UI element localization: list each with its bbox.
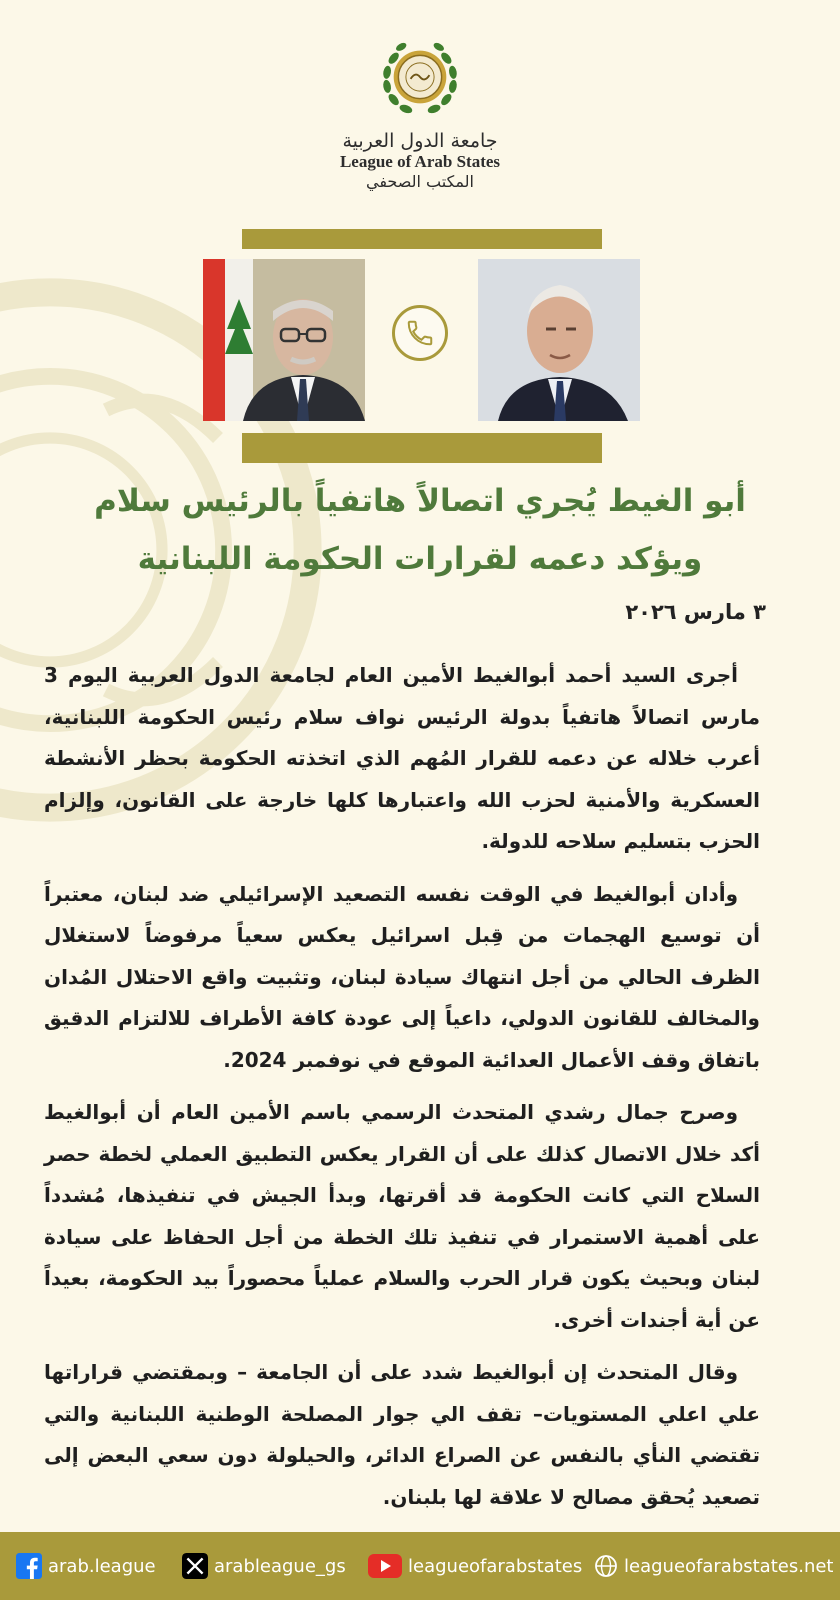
- facebook-link[interactable]: [16, 1552, 156, 1580]
- header-logo-block: [0, 30, 840, 191]
- youtube-icon: [368, 1554, 402, 1578]
- x-icon: [182, 1553, 208, 1579]
- paragraph-1: أجرى السيد أحمد أبوالغيط الأمين العام لجامعة الدول العربية اليوم 3 مارس اتصالاً هاتفياً بدولة الرئيس نواف سلام رئيس الحكومة اللبنانية، أعرب خلاله عن دعمه للقرار المُهم الذي اتخذته الحكومة بحظر الأنشطة العسكرية والأمنية لحزب الله واعتبارها كلها خارجة على القانون، وإلزام الحزب بتسليم سلاحه للدولة.: [44, 663, 760, 853]
- headline-line-2: ويؤكد دعمه لقرارات الحكومة اللبنانية: [137, 541, 703, 577]
- phone-call-icon: [392, 305, 448, 361]
- facebook-handle: arab.league: [48, 1555, 156, 1577]
- globe-icon: [594, 1554, 618, 1578]
- paragraph-4: وقال المتحدث إن أبوالغيط شدد على أن الجامعة – وبمقتضي قراراتها علي اعلي المستويات– تقف الي جوار المصلحة الوطنية اللبنانية والتي تقتضي النأي بالنفس عن الصراع الدائر، والحيلولة دون سعي البعض إلى تصعيد يُحقق مصالح لا علاقة لها بلبنان.: [44, 1360, 760, 1509]
- website-url: leagueofarabstates.net: [624, 1555, 834, 1577]
- photo-nawaf-salam: [203, 259, 365, 421]
- top-gold-bar: [242, 229, 602, 249]
- article-body: [44, 655, 760, 1529]
- paragraph-2: وأدان أبوالغيط في الوقت نفسه التصعيد الإسرائيلي ضد لبنان، معتبراً أن توسيع الهجمات من قِبل اسرائيل يعكس سعياً مرفوضاً لاستغلال الظرف الحالي من أجل انتهاك سيادة لبنان، وتثبيت واقع الاحتلال المُدان والمخالف للقانون الدولي، داعياً إلى عودة كافة الأطراف للالتزام الدقيق باتفاق وقف الأعمال العدائية الموقع في نوفمبر 2024.: [44, 881, 760, 1072]
- paragraph-3: وصرح جمال رشدي المتحدث الرسمي باسم الأمين العام أن أبوالغيط أكد خلال الاتصال كذلك على أن القرار يعكس التطبيق العملي لخطة حصر السلاح التي كانت الحكومة قد أقرتها، وبدأ الجيش في تنفيذها، مُشدداً على أهمية الاستمرار في تنفيذ تلك الخطة من أجل الحفاظ على سيادة لبنان وبحيث يكون قرار الحرب والسلام عملياً محصوراً بيد الحكومة، بعيداً عن أية أجندات أخرى.: [44, 1100, 760, 1332]
- org-name-english: League of Arab States: [339, 152, 501, 171]
- press-office-label: المكتب الصحفي: [366, 172, 474, 191]
- youtube-handle: leagueofarabstates: [408, 1555, 583, 1577]
- org-name-arabic: جامعة الدول العربية: [342, 130, 498, 152]
- website-link[interactable]: [594, 1552, 834, 1580]
- facebook-icon: [16, 1553, 42, 1579]
- headline-line-1: أبو الغيط يُجري اتصالاً هاتفياً بالرئيس سلام: [94, 483, 746, 519]
- photo-ahmed-aboul-gheit: [478, 259, 640, 421]
- article-headline: [60, 472, 780, 588]
- bottom-gold-bar: [242, 433, 602, 463]
- footer-social-bar: [0, 1532, 840, 1600]
- league-emblem-icon: [373, 30, 467, 124]
- x-link[interactable]: [182, 1552, 346, 1580]
- article-date: ٣ مارس ٢٠٢٦: [625, 600, 766, 624]
- youtube-link[interactable]: [368, 1552, 582, 1580]
- x-handle: arableague_gs: [214, 1555, 346, 1577]
